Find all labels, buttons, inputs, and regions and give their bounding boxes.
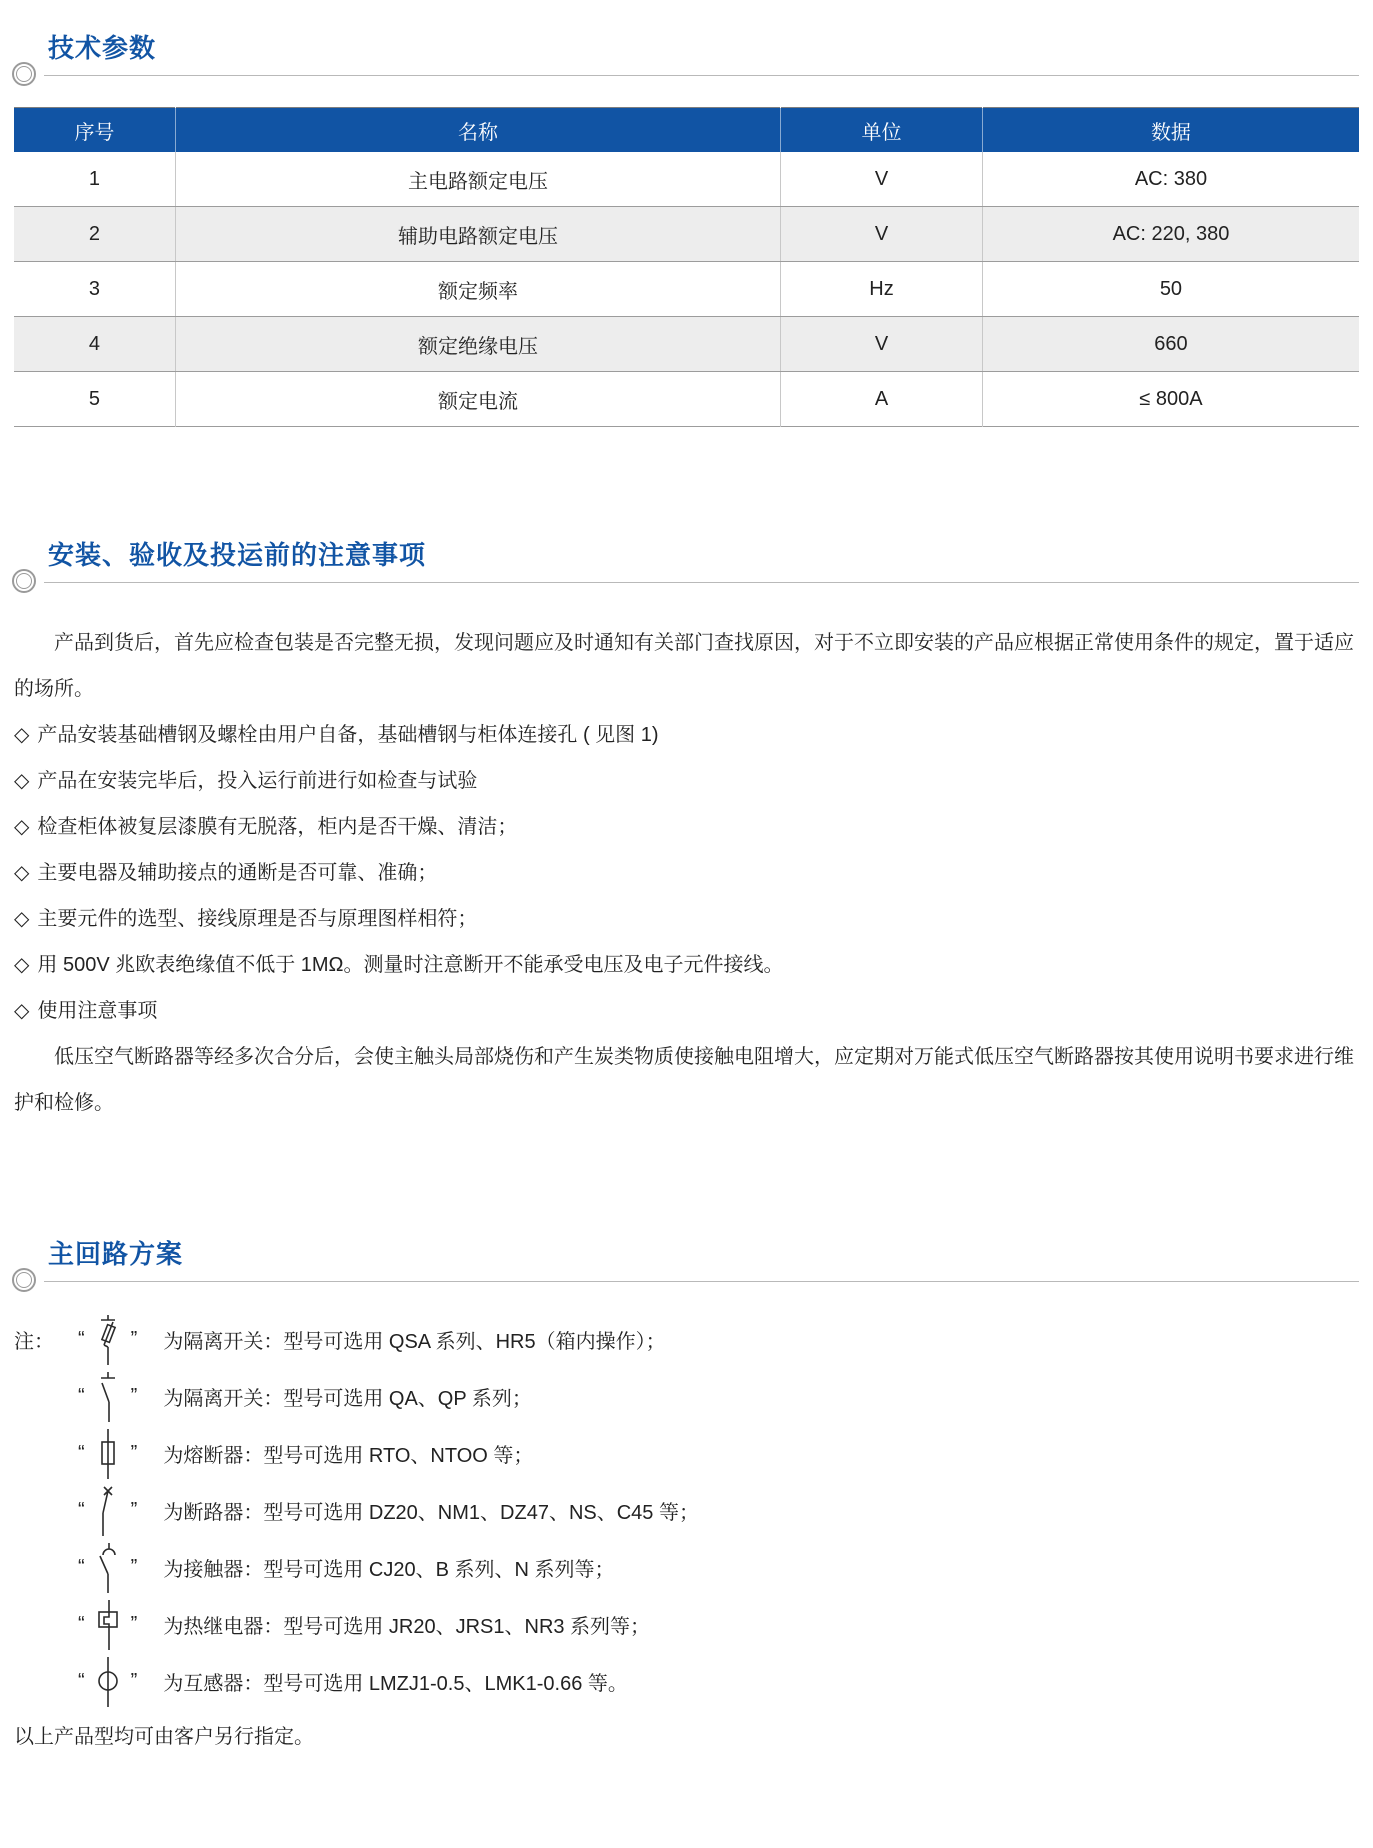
symbol-notes	[14, 1311, 1359, 1710]
install-section-header	[14, 535, 1359, 598]
cell-unit: A	[781, 372, 983, 427]
cell-name: 额定电流	[175, 372, 780, 427]
divider-line	[44, 75, 1359, 76]
close-quote: ”	[130, 1556, 138, 1578]
section-divider	[14, 61, 1359, 91]
fuse-isolator-icon	[91, 1314, 125, 1366]
bullet-item	[14, 942, 1359, 988]
contactor-icon	[91, 1542, 125, 1594]
bullet-text: 使用注意事项	[37, 1000, 158, 1022]
open-quote: “	[78, 1499, 85, 1521]
close-quote: ”	[130, 1442, 138, 1464]
col-header-unit: 单位	[781, 108, 983, 153]
isolator-icon	[91, 1371, 125, 1423]
diamond-bullet-icon: ◇	[14, 862, 30, 884]
note-row	[14, 1539, 1359, 1596]
bullet-item	[14, 850, 1359, 896]
cell-data: AC: 220, 380	[982, 207, 1359, 262]
bullet-text: 检查柜体被复层漆膜有无脱落，柜内是否干燥、清洁；	[37, 816, 518, 838]
table-row	[14, 372, 1359, 427]
fuse-icon	[91, 1428, 125, 1480]
circuit-section	[14, 1234, 1359, 1749]
divider-line	[44, 582, 1359, 583]
cell-data: AC: 380	[982, 152, 1359, 207]
diamond-bullet-icon: ◇	[14, 770, 30, 792]
install-body	[14, 620, 1359, 1126]
paragraph: 低压空气断路器等经多次合分后，会使主触头局部烧伤和产生炭类物质使接触电阻增大，应定期对万能式低压空气断路器按其使用说明书要求进行维护和检修。	[14, 1046, 1354, 1114]
cell-name: 额定频率	[175, 262, 780, 317]
cell-index: 2	[14, 207, 175, 262]
bullet-item	[14, 896, 1359, 942]
open-quote: “	[78, 1613, 85, 1635]
col-header-name: 名称	[175, 108, 780, 153]
cell-index: 1	[14, 152, 175, 207]
section-divider	[14, 568, 1359, 598]
cell-name: 额定绝缘电压	[175, 317, 780, 372]
paragraph: 产品到货后，首先应检查包装是否完整无损，发现问题应及时通知有关部门查找原因，对于不立即安装的产品应根据正常使用条件的规定，置于适应的场所。	[14, 632, 1354, 700]
tech-section-title: 技术参数	[48, 33, 157, 63]
install-section-title: 安装、验收及投运前的注意事项	[48, 540, 427, 570]
cell-unit: Hz	[781, 262, 983, 317]
note-text: 为熔断器：型号可选用 RTO、NTOO 等；	[163, 1445, 534, 1467]
cell-unit: V	[781, 152, 983, 207]
bullet-item	[14, 758, 1359, 804]
cell-index: 5	[14, 372, 175, 427]
bullet-item	[14, 712, 1359, 758]
close-quote: ”	[130, 1499, 138, 1521]
diamond-bullet-icon: ◇	[14, 954, 30, 976]
open-quote: “	[78, 1328, 85, 1350]
note-text: 为互感器：型号可选用 LMZJ1-0.5、LMK1-0.66 等。	[163, 1673, 628, 1695]
double-ring-icon	[12, 1268, 36, 1292]
table-row	[14, 317, 1359, 372]
cell-data: 50	[982, 262, 1359, 317]
open-quote: “	[78, 1385, 85, 1407]
diamond-bullet-icon: ◇	[14, 908, 30, 930]
diamond-bullet-icon: ◇	[14, 816, 30, 838]
note-row	[14, 1368, 1359, 1425]
note-row	[14, 1482, 1359, 1539]
table-row	[14, 262, 1359, 317]
col-header-index: 序号	[14, 108, 175, 153]
note-row	[14, 1311, 1359, 1368]
cell-data: 660	[982, 317, 1359, 372]
circuit-section-title: 主回路方案	[48, 1239, 184, 1269]
footnote: 以上产品型均可由客户另行指定。	[14, 1726, 314, 1748]
bullet-item	[14, 804, 1359, 850]
cell-index: 3	[14, 262, 175, 317]
cell-name: 主电路额定电压	[175, 152, 780, 207]
note-row	[14, 1653, 1359, 1710]
section-divider	[14, 1267, 1359, 1297]
bullet-text: 产品在安装完毕后，投入运行前进行如检查与试验	[37, 770, 478, 792]
bullet-text: 用 500V 兆欧表绝缘值不低于 1MΩ。测量时注意断开不能承受电压及电子元件接线。	[37, 954, 784, 976]
divider-line	[44, 1281, 1359, 1282]
note-text: 为隔离开关：型号可选用 QSA 系列、HR5（箱内操作）；	[163, 1331, 666, 1353]
table-row	[14, 152, 1359, 207]
close-quote: ”	[130, 1613, 138, 1635]
tech-section-header	[14, 28, 1359, 91]
cell-unit: V	[781, 207, 983, 262]
double-ring-icon	[12, 62, 36, 86]
cell-unit: V	[781, 317, 983, 372]
note-text: 为隔离开关：型号可选用 QA、QP 系列；	[163, 1388, 532, 1410]
cell-name: 辅助电路额定电压	[175, 207, 780, 262]
tech-section	[14, 28, 1359, 427]
table-header-row	[14, 108, 1359, 153]
bullet-item	[14, 988, 1359, 1034]
tech-params-table	[14, 107, 1359, 427]
thermal-relay-icon	[91, 1599, 125, 1651]
note-text: 为断路器：型号可选用 DZ20、NM1、DZ47、NS、C45 等；	[163, 1502, 699, 1524]
note-text: 为接触器：型号可选用 CJ20、B 系列、N 系列等；	[163, 1559, 615, 1581]
breaker-icon	[91, 1485, 125, 1537]
transformer-icon	[91, 1656, 125, 1708]
col-header-data: 数据	[982, 108, 1359, 153]
diamond-bullet-icon: ◇	[14, 724, 30, 746]
cell-data: ≤ 800A	[1139, 387, 1203, 410]
double-ring-icon	[12, 569, 36, 593]
note-prefix: 注：	[14, 1331, 54, 1353]
cell-index: 4	[14, 317, 175, 372]
note-row	[14, 1425, 1359, 1482]
close-quote: ”	[130, 1385, 138, 1407]
open-quote: “	[78, 1556, 85, 1578]
close-quote: ”	[130, 1328, 138, 1350]
note-row	[14, 1596, 1359, 1653]
table-row	[14, 207, 1359, 262]
open-quote: “	[78, 1442, 85, 1464]
install-section	[14, 535, 1359, 1126]
bullet-text: 主要电器及辅助接点的通断是否可靠、准确；	[37, 862, 438, 884]
diamond-bullet-icon: ◇	[14, 1000, 30, 1022]
bullet-text: 产品安装基础槽钢及螺栓由用户自备，基础槽钢与柜体连接孔 ( 见图 1)	[37, 724, 659, 746]
note-text: 为热继电器：型号可选用 JR20、JRS1、NR3 系列等；	[163, 1616, 651, 1638]
circuit-section-header	[14, 1234, 1359, 1297]
close-quote: ”	[130, 1670, 138, 1692]
open-quote: “	[78, 1670, 85, 1692]
bullet-text: 主要元件的选型、接线原理是否与原理图样相符；	[37, 908, 478, 930]
